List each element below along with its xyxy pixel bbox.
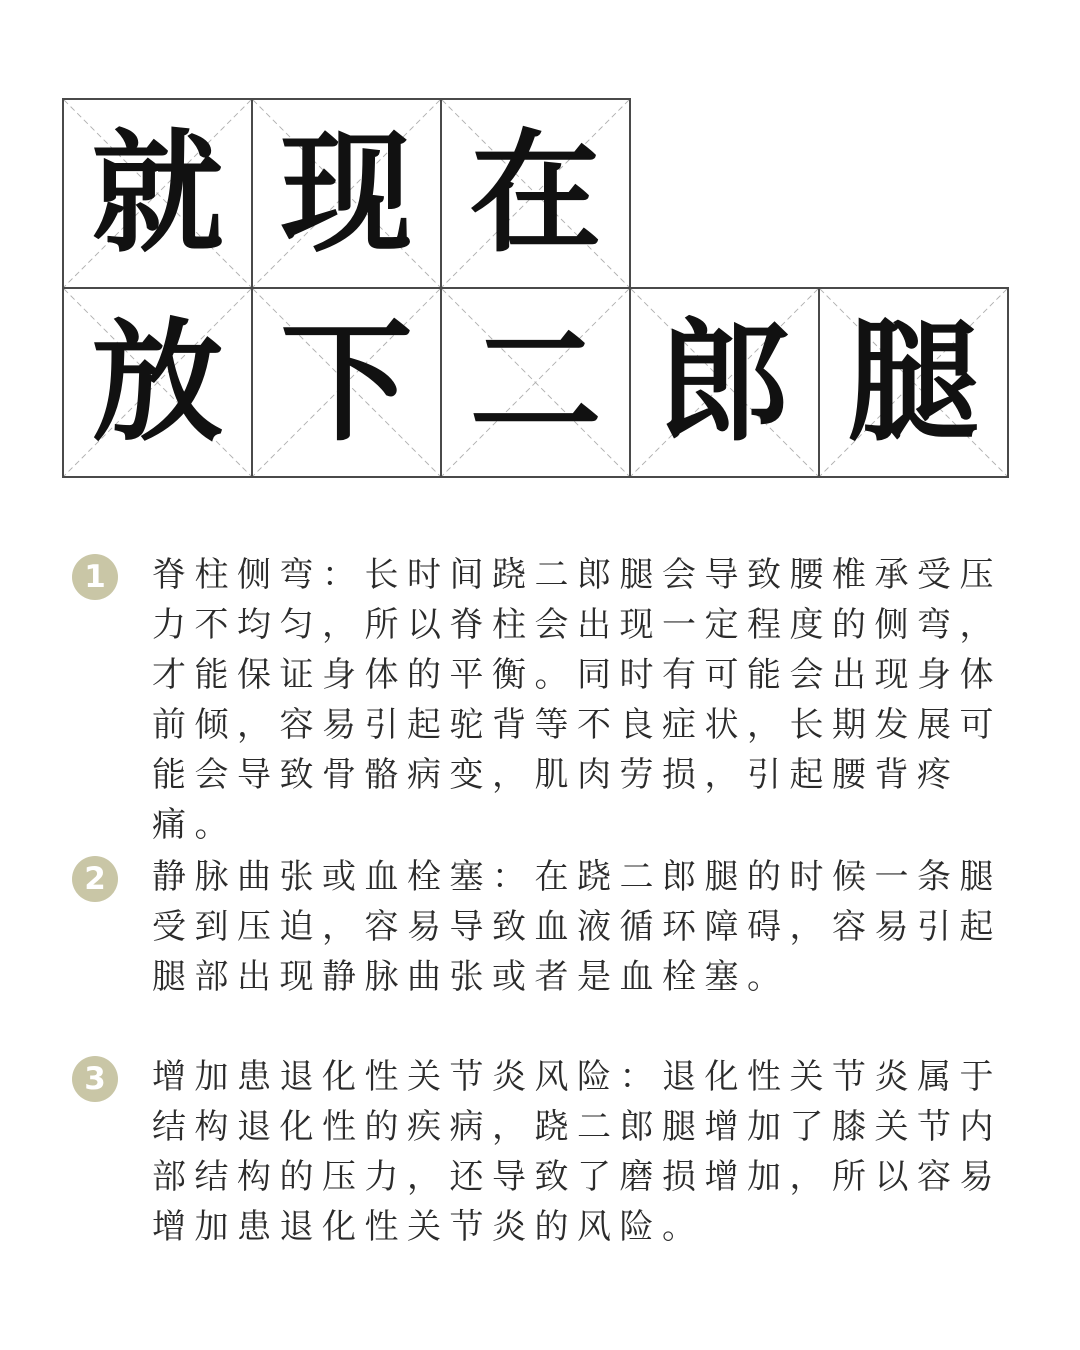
item-text: 增加患退化性关节炎风险：退化性关节炎属于结构退化性的疾病，跷二郎腿增加了膝关节内部结构的压力，还导致了磨损增加，所以容易增加患退化性关节炎的风险。 <box>152 1057 1002 1247</box>
title-cell <box>62 287 253 478</box>
title-glyph: 下 <box>280 305 413 460</box>
title-glyph: 就 <box>91 116 224 271</box>
title-glyph: 在 <box>469 116 602 271</box>
item-text: 脊柱侧弯：长时间跷二郎腿会导致腰椎承受压力不均匀，所以脊柱会出现一定程度的侧弯，才能保证身体的平衡。同时有可能会出现身体前倾，容易引起驼背等不良症状，长期发展可能会导致骨骼病变，肌肉劳损，引起腰背疼痛。 <box>152 555 1002 845</box>
title-glyph: 放 <box>91 305 224 460</box>
title-glyph: 郎 <box>658 305 791 460</box>
item-text: 静脉曲张或血栓塞：在跷二郎腿的时候一条腿受到压迫，容易导致血液循环障碍，容易引起腿部出现静脉曲张或者是血栓塞。 <box>152 857 1002 997</box>
title-cell <box>440 98 631 289</box>
title-glyph: 现 <box>280 116 413 271</box>
title-glyph: 二 <box>469 305 602 460</box>
number-badge: 2 <box>72 856 118 902</box>
title-cell <box>629 287 820 478</box>
title-row-2 <box>62 287 1009 478</box>
title-cell <box>251 98 442 289</box>
title-cell <box>251 287 442 478</box>
title-cell <box>62 98 253 289</box>
number-badge: 1 <box>72 554 118 600</box>
title-cell <box>440 287 631 478</box>
number-badge: 3 <box>72 1056 118 1102</box>
title-row-1 <box>62 98 631 289</box>
title-cell <box>818 287 1009 478</box>
title-glyph: 腿 <box>847 305 980 460</box>
